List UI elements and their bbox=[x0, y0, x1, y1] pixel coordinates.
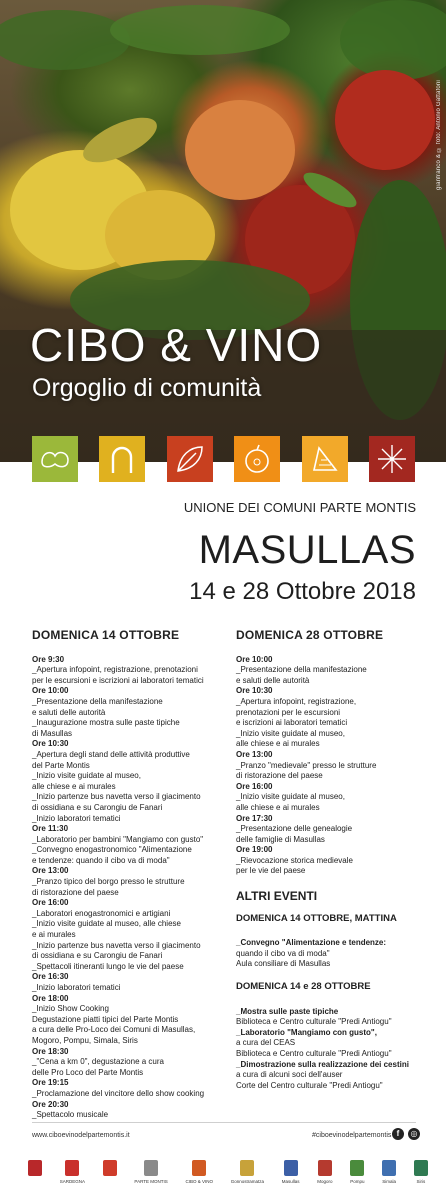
schedule-item: del Parte Montis bbox=[32, 760, 90, 770]
schedule-item: di ossidiana e su Carongiu de Fanari bbox=[32, 951, 163, 961]
sponsor-logo bbox=[60, 1160, 85, 1184]
schedule-item: di Masullas bbox=[32, 728, 73, 738]
time-slot: Ore 10:30 bbox=[236, 686, 273, 696]
day-heading: DOMENICA 14 OTTOBRE bbox=[32, 628, 180, 642]
schedule-item: _Pranzo tipico del borgo presso le strutture bbox=[32, 877, 185, 887]
sponsor-label: Gonnostramatza bbox=[230, 1179, 264, 1184]
hashtag: #ciboevinodelpartemontis bbox=[312, 1132, 392, 1139]
schedule-list bbox=[32, 655, 222, 1121]
sponsor-logo bbox=[282, 1160, 300, 1184]
event-detail: _Convegno "Alimentazione e tendenze: bbox=[236, 938, 387, 948]
time-slot: Ore 19:00 bbox=[236, 845, 273, 855]
schedule-item: alle chiese e ai murales bbox=[236, 802, 320, 812]
event-subtitle: Orgoglio di comunità bbox=[32, 374, 262, 402]
sponsor-logo bbox=[414, 1160, 428, 1184]
schedule-item: _Inizio partenze bus navetta verso il giacimento bbox=[32, 940, 201, 950]
sponsor-label: SARDEGNA bbox=[59, 1179, 85, 1184]
event-detail: _Laboratorio "Mangiamo con gusto", bbox=[236, 1027, 377, 1037]
time-slot: Ore 9:30 bbox=[32, 654, 65, 664]
program-day-2 bbox=[236, 630, 426, 1091]
crest-icon bbox=[192, 1160, 206, 1176]
time-slot: Ore 10:00 bbox=[32, 686, 69, 696]
schedule-item: _Laboratori enogastronomici e artigiani bbox=[32, 908, 171, 918]
website-link[interactable]: www.ciboevinodelpartemontis.it bbox=[32, 1132, 130, 1139]
schedule-item: di ristorazione del paese bbox=[32, 887, 119, 897]
program-day-1 bbox=[32, 630, 222, 1121]
sponsor-label: Siris bbox=[416, 1179, 426, 1184]
other-event-2-list bbox=[236, 1007, 426, 1092]
schedule-item: per le vie del paese bbox=[236, 866, 306, 876]
sponsor-label: Masullas bbox=[281, 1179, 300, 1184]
crest-icon bbox=[28, 1160, 42, 1176]
time-slot: Ore 13:00 bbox=[236, 749, 273, 759]
hero-photo bbox=[0, 0, 446, 462]
schedule-item: _Spettacolo musicale bbox=[32, 1110, 109, 1120]
time-slot: Ore 17:30 bbox=[236, 813, 273, 823]
event-detail: _Dimostrazione sulla realizzazione dei cestini bbox=[236, 1059, 409, 1069]
schedule-item: e iscrizioni ai laboratori tematici bbox=[236, 718, 348, 728]
schedule-item: e saluti delle autorità bbox=[236, 675, 310, 685]
schedule-item: _Inizio Show Cooking bbox=[32, 1004, 109, 1014]
event-title: CIBO & VINO bbox=[30, 319, 323, 371]
instagram-icon[interactable]: ◎ bbox=[408, 1128, 420, 1140]
fruit-icon bbox=[234, 436, 280, 482]
schedule-item: e tendenze: quando il cibo va di moda" bbox=[32, 855, 170, 865]
sponsor-label: Pompu bbox=[350, 1179, 365, 1184]
time-slot: Ore 18:30 bbox=[32, 1046, 69, 1056]
schedule-item: _Rievocazione storica medievale bbox=[236, 855, 353, 865]
sponsor-label: Simala bbox=[382, 1179, 397, 1184]
town-name: MASULLAS bbox=[198, 528, 416, 572]
event-dates: 14 e 28 Ottobre 2018 bbox=[189, 578, 416, 605]
schedule-item: _Laboratorio per bambini "Mangiamo con gusto" bbox=[32, 834, 204, 844]
event-detail: Corte del Centro culturale "Predi Antiogu" bbox=[236, 1080, 383, 1090]
sponsor-logo bbox=[231, 1160, 264, 1184]
other-event-2-heading: DOMENICA 14 e 28 OTTOBRE bbox=[236, 981, 371, 993]
crest-icon bbox=[103, 1160, 117, 1176]
other-events-heading: ALTRI EVENTI bbox=[236, 889, 318, 904]
crest-icon bbox=[350, 1160, 364, 1176]
schedule-item: _Pranzo "medievale" presso le strutture bbox=[236, 760, 377, 770]
time-slot: Ore 18:00 bbox=[32, 993, 69, 1003]
theme-icon-row bbox=[32, 436, 415, 482]
sponsor-logo bbox=[28, 1160, 42, 1179]
event-detail: Biblioteca e Centro culturale "Predi Antiogu" bbox=[236, 1049, 392, 1058]
schedule-item: prenotazioni per le escursioni bbox=[236, 707, 341, 717]
day-heading: DOMENICA 28 OTTOBRE bbox=[236, 628, 384, 642]
schedule-item: _Apertura infopoint, registrazione, bbox=[236, 696, 357, 706]
sponsor-logo bbox=[103, 1160, 117, 1179]
sponsor-logo bbox=[317, 1160, 332, 1184]
schedule-item: _Inizio laboratori tematici bbox=[32, 983, 121, 992]
leaf-icon bbox=[167, 436, 213, 482]
crest-icon bbox=[144, 1160, 158, 1176]
schedule-item: a cura delle Pro-Loco dei Comuni di Masullas, bbox=[32, 1025, 196, 1035]
schedule-item: _Presentazione della manifestazione bbox=[32, 696, 163, 706]
event-detail: a cura di alcuni soci dell'auser bbox=[236, 1070, 343, 1080]
sponsor-label: PARTE MONTIS bbox=[134, 1179, 168, 1184]
sponsor-label: Mogoro bbox=[317, 1179, 333, 1184]
sponsor-logo bbox=[134, 1160, 167, 1184]
time-slot: Ore 16:30 bbox=[32, 972, 69, 982]
sponsor-logo bbox=[350, 1160, 364, 1184]
schedule-item: _Inizio partenze bus navetta verso il giacimento bbox=[32, 792, 201, 802]
sponsor-label: CIBO & VINO bbox=[185, 1179, 213, 1184]
schedule-item: _Inizio visite guidate al museo, bbox=[236, 728, 345, 738]
schedule-item: delle famiglie di Masullas bbox=[236, 834, 325, 844]
schedule-item: _Apertura infopoint, registrazione, prenotazioni bbox=[32, 665, 198, 675]
schedule-item: e ai murales bbox=[32, 930, 76, 940]
time-slot: Ore 13:00 bbox=[32, 866, 69, 876]
time-slot: Ore 16:00 bbox=[32, 898, 69, 908]
schedule-item: alle chiese e ai murales bbox=[236, 739, 320, 749]
schedule-item: _"Cena a km 0", degustazione a cura bbox=[32, 1057, 164, 1067]
facebook-icon[interactable]: f bbox=[392, 1128, 404, 1140]
crest-icon bbox=[65, 1160, 79, 1176]
crest-icon bbox=[284, 1160, 298, 1176]
time-slot: Ore 19:15 bbox=[32, 1078, 69, 1088]
sponsor-logos bbox=[28, 1160, 428, 1194]
schedule-item: di ossidiana e su Carongiu de Fanari bbox=[32, 802, 163, 812]
event-detail: Aula consiliare di Masullas bbox=[236, 959, 331, 969]
schedule-item: _Apertura degli stand delle attività produttive bbox=[32, 749, 190, 759]
schedule-item: _Convegno enogastronomico "Alimentazione bbox=[32, 845, 192, 855]
schedule-item: _Proclamazione del vincitore dello show cooking bbox=[32, 1088, 205, 1098]
schedule-item: _Inaugurazione mostra sulle paste tipiche bbox=[32, 718, 180, 728]
schedule-item: alle chiese e ai murales bbox=[32, 781, 116, 791]
photo-credit: gianfranco & © foto: Antonio Gattafoni bbox=[436, 80, 442, 190]
quince-icon bbox=[32, 436, 78, 482]
event-detail: a cura del CEAS bbox=[236, 1038, 296, 1048]
event-detail: quando il cibo va di moda" bbox=[236, 948, 330, 958]
schedule-item: _Inizio visite guidate al museo, alle chiese bbox=[32, 919, 181, 929]
schedule-item: Degustazione piatti tipici del Parte Montis bbox=[32, 1014, 179, 1024]
crest-icon bbox=[414, 1160, 428, 1176]
other-event-1-list bbox=[236, 938, 426, 970]
schedule-item: e saluti delle autorità bbox=[32, 707, 106, 717]
time-slot: Ore 10:00 bbox=[236, 654, 273, 664]
organizer-name: UNIONE DEI COMUNI PARTE MONTIS bbox=[183, 500, 416, 515]
schedule-item: di ristorazione del paese bbox=[236, 771, 323, 781]
time-slot: Ore 10:30 bbox=[32, 739, 69, 749]
schedule-item: Mogoro, Pompu, Simala, Siris bbox=[32, 1035, 138, 1045]
arch-icon bbox=[99, 436, 145, 482]
schedule-item: _Spettacoli itineranti lungo le vie del paese bbox=[32, 961, 184, 971]
time-slot: Ore 16:00 bbox=[236, 781, 273, 791]
sponsor-logo bbox=[382, 1160, 396, 1184]
crest-icon bbox=[382, 1160, 396, 1176]
schedule-list bbox=[236, 655, 426, 877]
schedule-item: _Inizio laboratori tematici bbox=[32, 813, 121, 823]
schedule-item: _Presentazione della manifestazione bbox=[236, 665, 367, 675]
pasta-icon bbox=[302, 436, 348, 482]
schedule-item: _Inizio visite guidate al museo, bbox=[32, 771, 141, 781]
event-detail: Biblioteca e Centro culturale "Predi Antiogu" bbox=[236, 1017, 392, 1027]
schedule-item: _Presentazione delle genealogie bbox=[236, 824, 353, 834]
sponsor-logo bbox=[185, 1160, 213, 1184]
other-event-1-heading: DOMENICA 14 OTTOBRE, MATTINA bbox=[236, 912, 397, 924]
crest-icon bbox=[240, 1160, 254, 1176]
time-slot: Ore 20:30 bbox=[32, 1099, 69, 1109]
time-slot: Ore 11:30 bbox=[32, 824, 69, 834]
event-detail: _Mostra sulle paste tipiche bbox=[236, 1006, 339, 1016]
schedule-item: _Inizio visite guidate al museo, bbox=[236, 792, 345, 802]
crest-icon bbox=[318, 1160, 332, 1176]
star-icon bbox=[369, 436, 415, 482]
schedule-item: delle Pro Loco del Parte Montis bbox=[32, 1067, 144, 1077]
footer-divider bbox=[32, 1122, 416, 1123]
schedule-item: per le escursioni e iscrizioni ai laboratori tematici bbox=[32, 675, 204, 685]
